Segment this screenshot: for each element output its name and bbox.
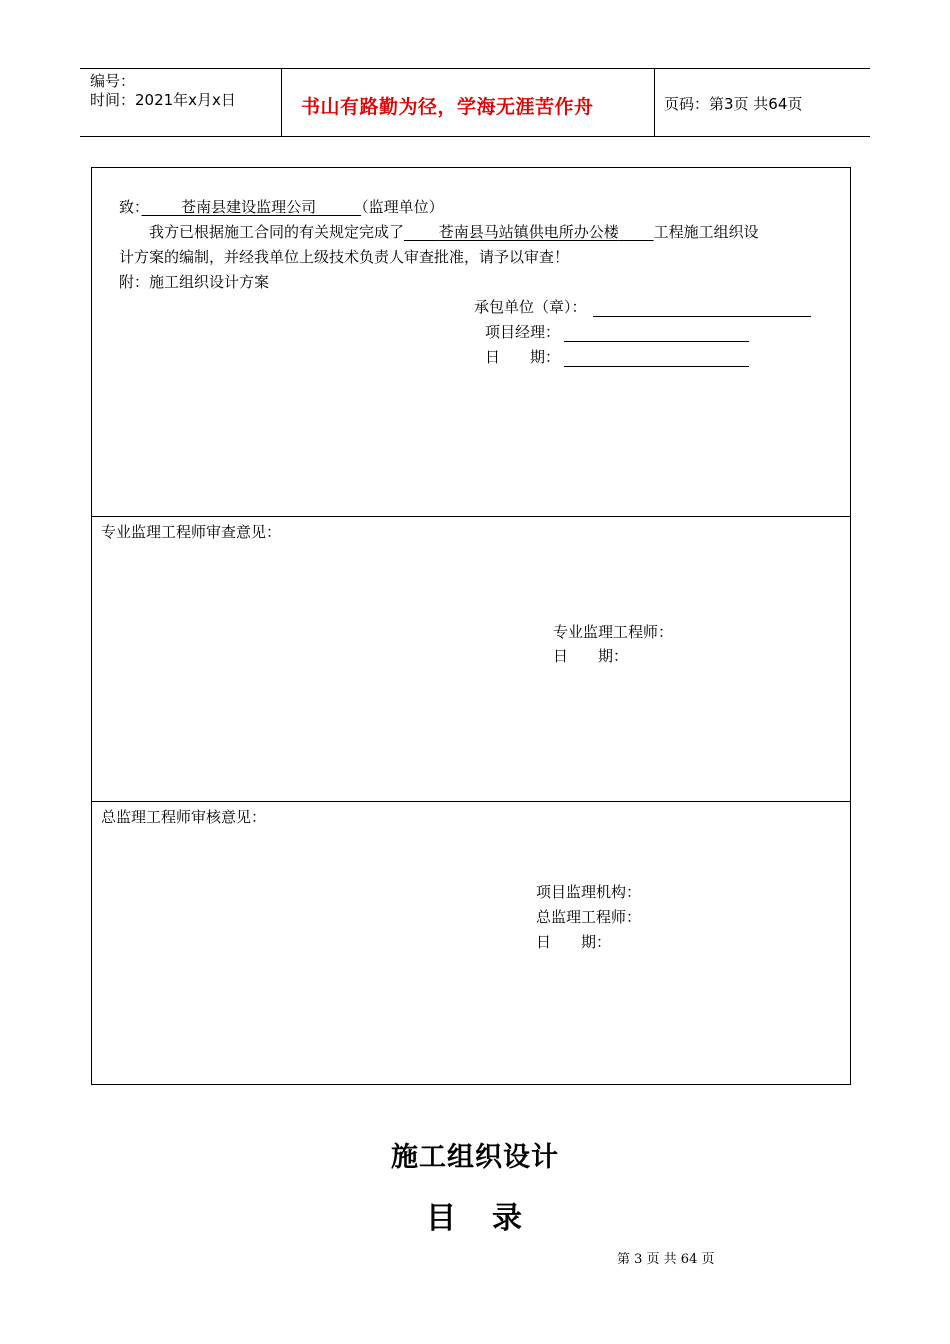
section3-chief: 总监理工程师： [536,908,642,926]
doc-title: 施工组织设计 [391,1142,559,1173]
contractor-line: 承包单位（章）： [474,297,811,317]
body-project: 苍南县马站镇供电所办公楼 [438,223,619,241]
header-time-label: 时间：2021年x月x日 [90,91,236,109]
date-blank [564,350,749,367]
header-bottom-rule [80,136,870,137]
header-top-rule [80,68,870,69]
section3-date: 日 期： [536,933,612,951]
form-divider-2 [91,801,851,802]
body-line-1: 我方已根据施工合同的有关规定完成了 苍南县马站镇供电所办公楼 工程施工组织设 [149,223,759,241]
pm-blank [564,325,749,342]
header-motto: 书山有路勤为径，学海无涯苦作舟 [301,96,594,118]
header-number-label: 编号： [90,72,136,90]
form-divider-1 [91,516,851,517]
section2-date: 日 期： [553,647,629,665]
header-divider-right [654,68,655,136]
to-company: 苍南县建设监理公司 [181,198,317,216]
footer-page-number: 第 3 页 共 64 页 [617,1252,715,1267]
section2-title: 专业监理工程师审查意见： [101,523,282,541]
toc-title: 目录 [426,1201,558,1236]
body-line-2: 计方案的编制，并经我单位上级技术负责人审查批准，请予以审查！ [119,248,570,266]
to-prefix: 致： [119,198,142,216]
to-line [119,197,444,217]
header-page-label: 页码：第3页 共64页 [664,95,803,113]
attachment-line: 附：施工组织设计方案 [119,273,270,291]
section2-engineer: 专业监理工程师： [553,623,674,641]
contractor-blank [593,300,811,317]
section3-org: 项目监理机构： [536,883,642,901]
pm-line: 项目经理： [485,322,749,342]
to-suffix: （监理单位） [361,198,444,216]
date-line: 日 期： [485,347,749,367]
header-divider-left [281,68,282,136]
section3-title: 总监理工程师审核意见： [101,808,267,826]
